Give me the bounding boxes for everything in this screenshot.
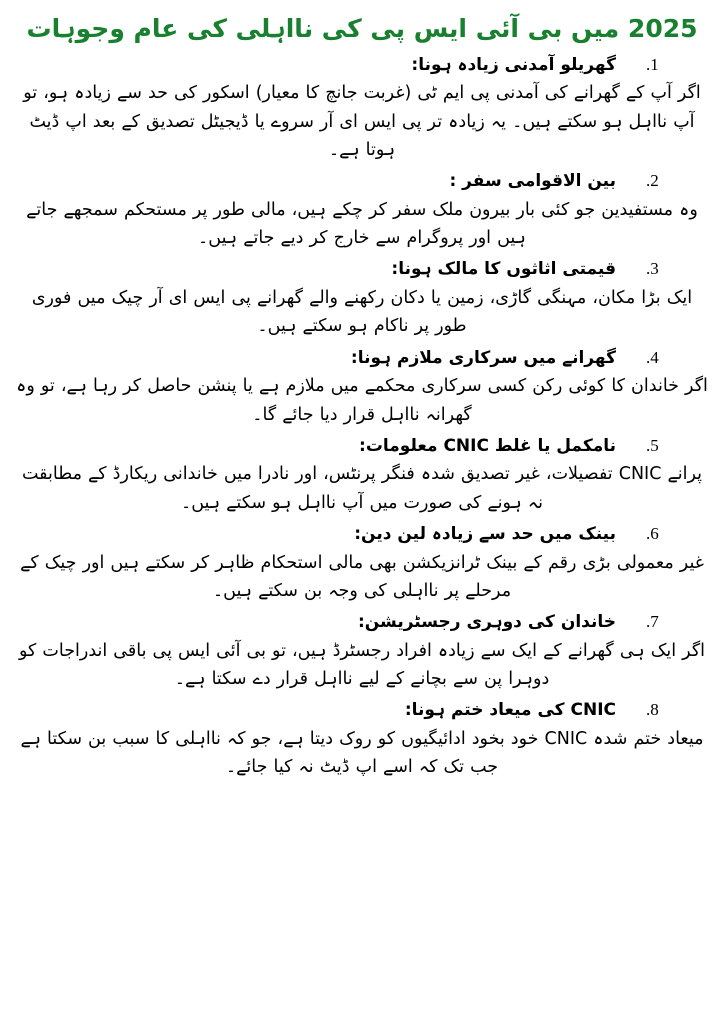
list-item-header	[12, 256, 712, 283]
list-item-body: اگر ایک ہی گھرانے کے ایک سے زیادہ افراد رجسٹرڈ ہیں، تو بی آئی ایس پی باقی اندراجات کو دوہرا پن سے بچانے کے لیے نااہل قرار دے سکتا ہے۔	[18, 640, 706, 690]
page-title: 2025 میں بی آئی ایس پی کی نااہلی کی عام وجوہات	[26, 14, 698, 43]
list-item-header	[12, 697, 712, 724]
list-item-body: غیر معمولی بڑی رقم کے بینک ٹرانزیکشن بھی مالی استحکام ظاہر کر سکتے ہیں اور چیک کے مرحلے پر نااہلی کی وجہ بن سکتے ہیں۔	[20, 552, 704, 601]
list-item-title: گھرانے میں سرکاری ملازم ہونا:	[350, 347, 616, 368]
list-item	[12, 256, 712, 340]
list-item-number: .7	[646, 612, 659, 632]
list-item-number: .3	[646, 259, 659, 279]
list-item	[12, 521, 712, 605]
list-item-title: خاندان کی دوہری رجسٹریشن:	[357, 612, 616, 633]
list-item-title: CNIC کی میعاد ختم ہونا:	[404, 700, 616, 721]
list-item-header	[12, 433, 712, 460]
list-item-title: نامکمل یا غلط CNIC معلومات:	[359, 435, 616, 456]
list-item-header	[12, 521, 712, 548]
list-item-number: .1	[646, 54, 659, 74]
list-item-body: ایک بڑا مکان، مہنگی گاڑی، زمین یا دکان رکھنے والے گھرانے پی ایس ای آر چیک میں فوری طور پر ناکام ہو سکتے ہیں۔	[31, 287, 693, 337]
reasons-list	[12, 52, 712, 782]
list-item-body: اگر آپ کے گھرانے کی آمدنی پی ایم ٹی (غربت جانچ کا معیار) اسکور کی حد سے زیادہ ہو، تو آپ نااہل ہو سکتے ہیں۔ یہ زیادہ تر پی ایس ای آر سروے یا ڈیجیٹل تصدیق کے بعد اپ ڈیٹ ہوتا ہے۔	[23, 83, 701, 160]
list-item-number: .2	[646, 171, 659, 191]
list-item-body: پرانے CNIC تفصیلات، غیر تصدیق شدہ فنگر پرنٹس، اور نادرا میں خاندانی ریکارڈ کے مطابقت نہ ہونے کی صورت میں آپ نااہل ہو سکتے ہیں۔	[21, 464, 703, 513]
list-item	[12, 168, 712, 252]
list-item-number: .6	[646, 524, 659, 544]
list-item-title: بینک میں حد سے زیادہ لین دین:	[354, 524, 616, 545]
list-item-body: وہ مستفیدین جو کئی بار بیرون ملک سفر کر چکے ہیں، مالی طور پر مستحکم سمجھے جاتے ہیں اور پروگرام سے خارج کر دیے جاتے ہیں۔	[26, 199, 698, 249]
list-item	[12, 697, 712, 781]
list-item-header	[12, 609, 712, 636]
list-item-body: میعاد ختم شدہ CNIC خود بخود ادائیگیوں کو روک دیتا ہے، جو کہ نااہلی کا سبب بن سکتا ہے جب تک کہ اسے اپ ڈیٹ نہ کیا جائے۔	[20, 728, 704, 778]
list-item-header	[12, 345, 712, 372]
list-item	[12, 345, 712, 429]
list-item-body: اگر خاندان کا کوئی رکن کسی سرکاری محکمے میں ملازم ہے یا پنشن حاصل کر رہا ہے، تو وہ گھرانہ نااہل قرار دیا جائے گا۔	[16, 376, 708, 425]
list-item	[12, 609, 712, 693]
list-item-title: گھریلو آمدنی زیادہ ہونا:	[411, 54, 616, 75]
list-item-number: .8	[646, 700, 659, 720]
list-item-header	[12, 168, 712, 195]
list-item-title: قیمتی اثاثوں کا مالک ہونا:	[391, 259, 616, 280]
list-item-number: .5	[646, 435, 659, 455]
list-item	[12, 52, 712, 165]
list-item-number: .4	[646, 347, 659, 367]
list-item-header	[12, 52, 712, 79]
list-item-title: بین الاقوامی سفر :	[449, 171, 616, 192]
list-item	[12, 433, 712, 517]
